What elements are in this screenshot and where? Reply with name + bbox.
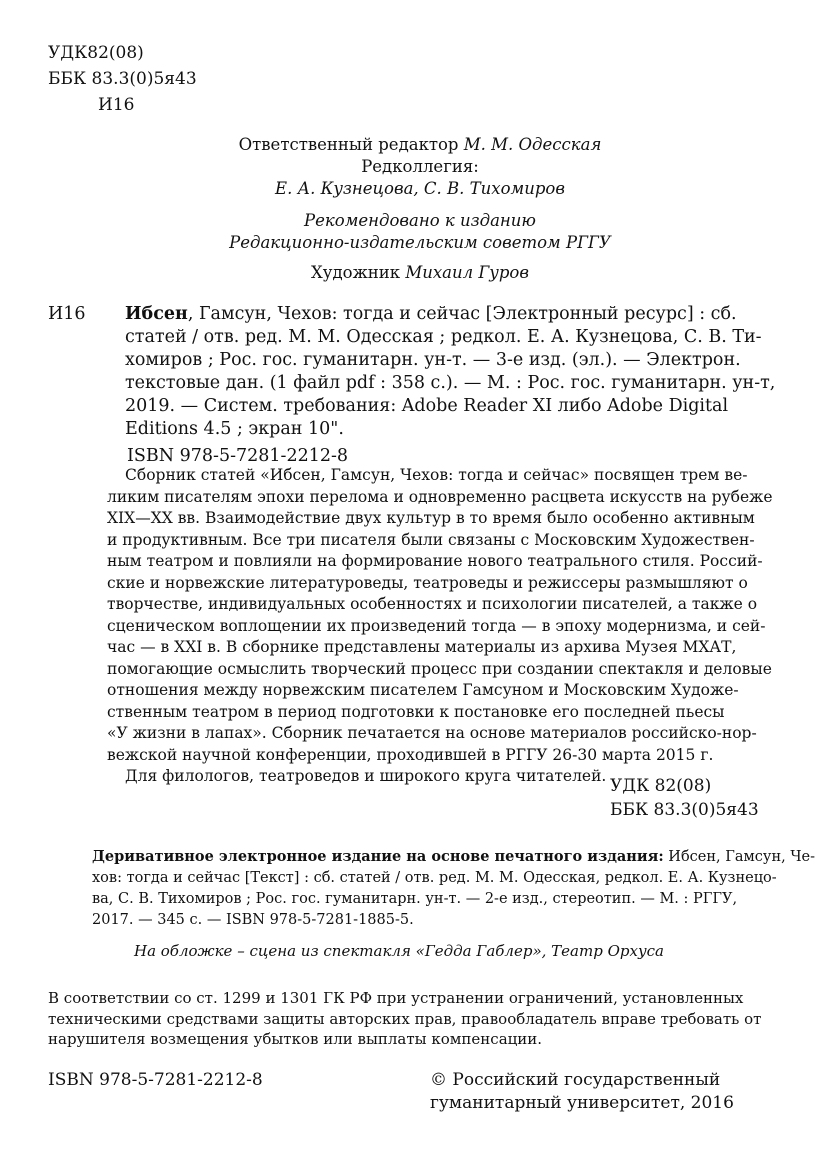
cover-note: На обложке – сцена из спектакля «Гедда Габлер», Театр Орхуса: [133, 942, 664, 960]
biblio-title-bold: Ибсен: [125, 304, 188, 324]
annotation: Сборник статей «Ибсен, Гамсун, Чехов: тогда и сейчас» посвящен трем ве- ликим писателям эпохи перелома и одновременно расцвета искусств на рубеже XIX—XX вв. Взаимодействие двух культур в то время было особенно активным и продуктивным. Все три писателя были связаны с Московским Художествен- ным театром и повлияли на формирование нового театрального стиля. Россий- ские и норвежские литературоведы, театроведы и режиссеры размышляют о творчестве, индивидуальных особенностях и психологии писателей, а также о сценическом воплощении их произведений тогда — в эпоху модернизма, и сей- час — в XXI в. В сборнике представлены материалы из архива Музея МХАТ, помогающие осмыслить творческий процесс при создании спектакля и деловые отношения между норвежским писателем Гамсуном и Московским Художе- ственным театром в период подготовки к постановке его последней пьесы «У жизни в лапах». Сборник печатается на основе материалов российско-нор- вежской научной конференции, проходившей в РГГУ 26-30 марта 2015 г. Для филологов, театроведов и широкого круга читателей.: [107, 466, 773, 785]
footer-isbn: ISBN 978-5-7281-2212-8: [48, 1070, 263, 1090]
biblio-isbn: ISBN 978-5-7281-2212-8: [127, 446, 349, 466]
responsible-editor-name: М. М. Одесская: [463, 135, 602, 154]
bbk-code: ББК 83.3(0)5я43: [48, 69, 197, 89]
udk-code: УДК82(08): [48, 43, 144, 63]
artist-line: Художник Михаил Гуров: [311, 263, 529, 282]
classification-codes: [48, 40, 197, 118]
derivative-bold: Деривативное электронное издание на основе печатного издания:: [92, 848, 664, 865]
biblio-record: Ибсен, Гамсун, Чехов: тогда и сейчас [Электронный ресурс] : сб. статей / отв. ред. М. М. Одесская ; редкол. Е. А. Кузнецова, С. В. Ти- хомиров ; Рос. гос. гуманитарн. ун-т. — 3-е изд. (эл.). — Электрон. текстовые дан. (1 файл pdf : 358 с.). — М. : Рос. гос. гуманитарн. ун-т, 2019. — Систем. требования: Adobe Reader XI либо Adobe Digital Editions 4.5 ; экран 10". ISBN 978-5-7281-2212-8: [125, 304, 776, 466]
responsible-editor: Ответственный редактор М. М. Одесская: [238, 135, 602, 154]
board-label: Редколлегия:: [361, 157, 479, 176]
editors-block: [60, 134, 780, 200]
bbk-code-right: ББК 83.3(0)5я43: [610, 800, 759, 820]
recommended-line-2: Редакционно-издательским советом РГГУ: [229, 233, 611, 252]
board-names: Е. А. Кузнецова, С. В. Тихомиров: [275, 179, 565, 198]
artist-name: Михаил Гуров: [405, 263, 529, 282]
recommended-line-1: Рекомендовано к изданию: [304, 211, 536, 230]
recommendation-block: [60, 210, 780, 254]
udk-code-right: УДК 82(08): [610, 776, 712, 796]
derivative-note: Деривативное электронное издание на основе печатного издания: Ибсен, Гамсун, Че- хов: тогда и сейчас [Текст] : сб. статей / отв. ред. М. М. Одесская, редкол. Е. А. Кузнецо- ва, С. В. Тихомиров ; Рос. гос. гуманитарн. ун-т. — 2-е изд., стереотип. — М. : РГГУ, 2017. — 345 с. — ISBN 978-5-7281-1885-5.: [92, 848, 815, 928]
biblio-mark: И16: [48, 304, 86, 324]
codes-right: [610, 774, 759, 822]
footer-copyright: © Российский государственный гуманитарный университет, 2016: [430, 1070, 734, 1113]
legal-notice: В соответствии со ст. 1299 и 1301 ГК РФ при устранении ограничений, установленных техническими средствами защиты авторских прав, правообладатель вправе требовать от нарушителя возмещения убытков или выплаты компенсации.: [48, 989, 762, 1048]
author-mark: И16: [98, 95, 135, 115]
